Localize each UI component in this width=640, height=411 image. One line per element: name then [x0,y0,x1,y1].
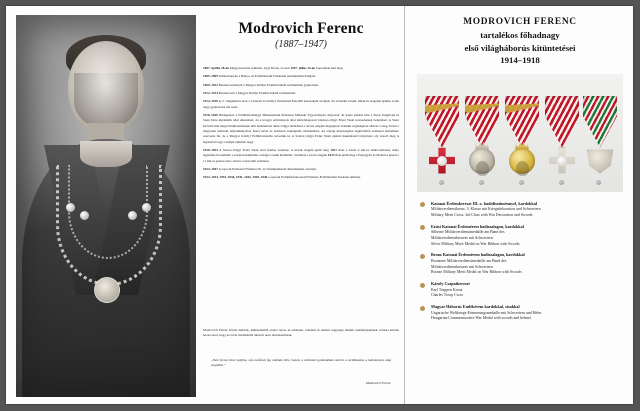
medal-legend-item [419,304,623,322]
medal-name-de: Karl Truppen Kreuz [431,287,463,292]
medals-heading [417,16,623,68]
medal-hungarian-commemorative [581,96,619,174]
medal-bar-photo [417,74,623,192]
closing-paragraph: Modrovich Ferenc kiváló mérnök, lelkesedésből oktató neves és emberek, szakmai és emberi nagysága mellett személyiségének varázsa kötötte hozzá azon, hogy az órtan tiszteletétől áthatott neve maradandónak. [203,328,399,338]
medal-name-en: Hungarian Commemorative War Medal with swords and helmet [431,316,531,321]
medal-name-de: Militärverdienstkreuzes mit Schwertern [431,235,493,240]
medal-military-merit-cross [423,96,461,174]
medals-heading-years: 1914–1918 [500,55,540,66]
cross-icon [429,148,455,174]
medal-marker-dot [559,180,564,185]
medal-marker-dot [479,180,484,185]
biography-paragraph: 1923–1947 A soproni Erdészeti Főiskola IX- és Vasútépítéstani Tanszékének vezetője. [203,166,317,171]
medal-legend-item [419,281,623,299]
right-page [405,6,633,404]
medal-name-hu: Katonai Érdemkereszt III. o. hadidíszítménnyel, kardokkal [431,200,538,206]
life-dates: (1887–1947) [275,39,327,50]
biography-paragraph: 1920–1923 A Sztava-völgyi Erdei Vasút alatt felelős vezetője. A tervek alapján épült meg 1921 Iban a Lázás 4 km-es szűkvonalozna, mely legizándott teremített a normal-áramtásán rozságos vasúti kialakítás. Számítás a tervei alapján 1923 Iban épült meg a Papirgyárt és Malotica kezett a 11 km-es panzar-szuv szárov-vonal elért szabásza. [203,147,399,163]
portrait-photo [16,15,196,397]
medal-name-en: Silver Military Merit Medal on War Ribbon with Swords [431,241,520,246]
bullet-icon [420,306,425,311]
medal-name-de: Militärverdienstkreuzes mit Schwertern [431,264,493,269]
medal-marker-dot [519,180,524,185]
medal-name-de: Silberne Militärverdienstmedaille am Band des [431,229,505,234]
medal-pendant [469,148,495,174]
ribbon-red-white [545,96,579,148]
medal-pendant [509,148,535,174]
medal-legend-item [419,201,623,219]
medals-heading-subtitle: első világháborús kitüntetései [464,42,576,53]
medals-heading-rank: tartalékos főhadnagy [480,30,560,41]
biography-text [203,66,399,324]
medal-silver-merit [463,96,501,174]
biography-paragraph: 1918–1920 Budapesten a Földművelésügyi Minisztérium Erdészeti Műszaki Ügyosztályán dolgozott. Itt kapta kiadott kint a Stern Zsigmond és Stern Imre mérnökök által elkészített, de a lerogyi erdőirányok által kifoldalagozott bizmoz-völgyi Erdei Vasút tervezésének beépítését. A Stern feriváll által megvalósíthatatlannak ítélt nemzetközi tábla-völgyi tábladatai a terven alapján megépített viaduktt segítségével sikeres vonag. Ezzel a megvenni mérnöki teljesítményével hazai nevét az erdészeti szakrépítés történetében. Az anyagi közösségben tegkiválóbb erdészeti mérnökére szervezte fel, de a Magyar Királyi Erdőhivatalaiba nevezték ki. A Sztava-völgyi Erdei Vasút építési munkálatait irányította oly vezető meg is legutóbb forgyi vasútját építésén nagy. [203,112,399,144]
medal-charles-troop-cross [543,96,581,174]
swords-decoration-icon [502,100,543,113]
swords-decoration-icon [422,100,463,113]
medal-name-en: Bronze Military Merit Medal on War Ribbon with Swords [431,270,522,275]
medal-bronze-merit [503,96,541,174]
medal-name-hu: Magyar Háborús Emlékérem kardokkal, sisakkal [431,304,520,310]
swords-decoration-icon [462,100,503,113]
closing-text [203,328,399,342]
medal-legend-item [419,252,623,276]
ribbon-hungarian [583,96,617,148]
biography-paragraph: 1887. április 28-án Magyarszerdon született, atyja Istvan, öccsen 1947. július 15-én Sopronban halt meg. [203,66,344,70]
biography-paragraph: 1909–1912 Beszterczebányán a Magyar Királyi Erdőhivatalnál erdőmérnök gyakornok. [203,82,319,87]
medal-name-hu: Károly Csapatkereszt [431,281,470,287]
medal-name-hu: Ezüst Katonai Érdemérem hadiszalagon, kardokkal [431,223,524,229]
medal-legend-list [419,201,623,323]
bullet-icon [420,225,425,230]
bullet-icon [420,202,425,207]
ribbon-red-white [465,96,499,148]
round-medal-icon [509,148,535,174]
medal-pendant [429,148,455,174]
cross-icon [549,148,575,174]
medal-name-en: Military Merit Cross, 3rd Class with War Decoration and Swords [431,212,533,217]
page-title: Modrovich Ferenc [238,20,364,37]
coat-of-arms-icon [585,148,615,174]
ribbon-red-white [505,96,539,148]
biography-paragraph: 1905–1909 Selmecbányán a Bánya- és Erdőmérnöki Főiskolán erdőmérnöki hallgató. [203,74,317,79]
ribbon-red-white [425,96,459,148]
medal-pendant [549,148,575,174]
book-spread [6,6,633,404]
medal-name-en: Charles Troop Cross [431,293,463,298]
left-page [6,6,405,404]
round-medal-icon [469,148,495,174]
medal-name-hu: Bronz Katonai Érdemérem hadiszalagon, kardokkal [431,252,525,258]
medal-name-de: Militärverdienstkreuz, 3. Klasse mit Kriegsdekoration und Schwertern [431,206,541,211]
quotation-attribution: Modrovich Ferenc [365,381,391,385]
biography-paragraph: 1912–1914 Beszterczén a Magyar Királyi Erdőhivatalnál erdőmérnök. [203,90,296,95]
bullet-icon [420,283,425,288]
bullet-icon [420,254,425,259]
quotation: „Nem fernai lehet nyájína, sem eszlőnek feg olakhán iébe, hanem a eszlészeti gondolatkán szerint a torlálkozása a tudományos alap engedése.” [211,358,391,368]
medal-marker-dot [439,180,444,185]
biography-paragraph: 1914–1918 az I. világháború alatt a Császári és Királyi Vasútezred Ezredtől katonaként szolgált. Az ezreddel vonult, hidak és alagutak építése során nagy gyakorlatra tett szert. [203,99,399,109]
medal-marker-dot [596,180,601,185]
medal-legend-item [419,224,623,248]
medal-pendant [585,148,615,174]
medal-name-de: Bronzene Militärverdienstmedaille am Band des [431,258,507,263]
medal-name-de: Ungarische Weltkriegs-Erinnerungsmedaille mit Schwertern und Helm [431,310,542,315]
biography-paragraph: 1933–1934, 1933–1934, 1941–1942, 1945–1946 a soproni Erdőmérnöki-szerű Főiskola Erdőmérnöki Karának dékánja. [203,175,361,180]
medal-markers [417,180,623,190]
portrait-vignette [16,15,196,397]
medals-heading-name: MODROVICH FERENC [463,17,577,27]
